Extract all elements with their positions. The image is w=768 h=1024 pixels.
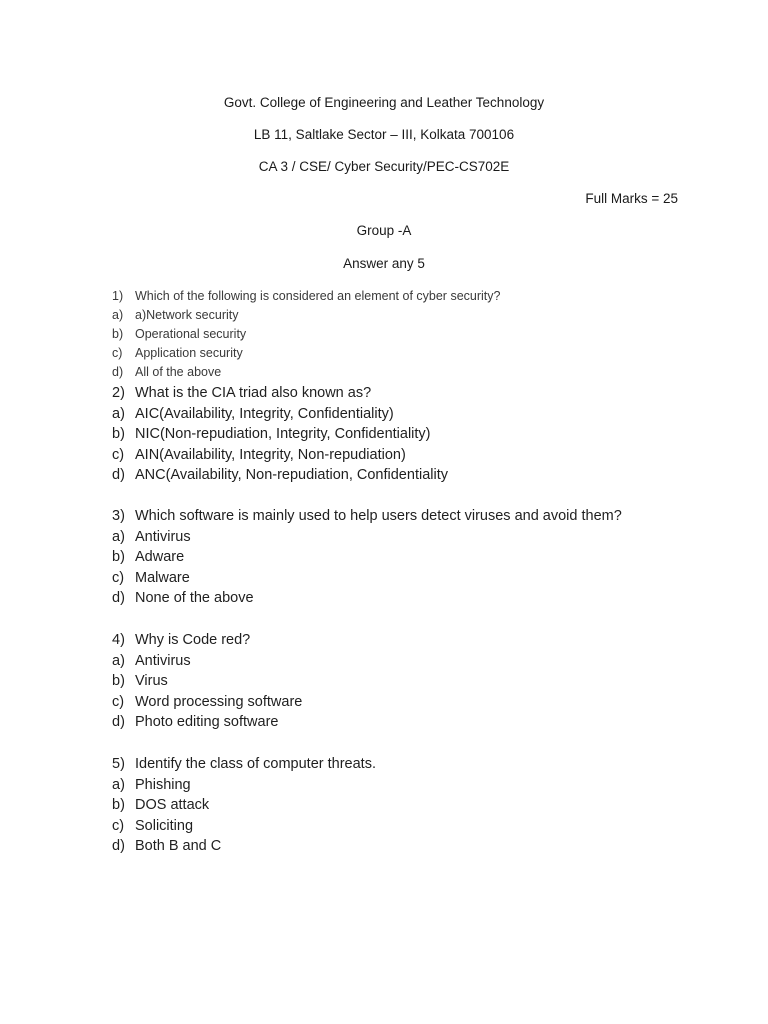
question-number: 4) [112, 632, 125, 648]
option-row [112, 692, 712, 713]
question-text: Identify the class of computer threats. [135, 756, 376, 772]
option-label: b) [112, 549, 125, 566]
option-label: b) [112, 797, 125, 814]
option-row [112, 671, 712, 692]
question-5 [112, 754, 712, 857]
question-text: Why is Code red? [135, 632, 251, 648]
option-text: Photo editing software [135, 714, 279, 731]
option-text: All of the above [135, 365, 222, 379]
option-row [112, 306, 712, 325]
question-row [112, 506, 712, 527]
option-text: Word processing software [135, 693, 303, 710]
question-number: 1) [112, 289, 124, 303]
option-label: b) [112, 673, 125, 690]
option-text: Malware [135, 569, 190, 586]
question-text: Which software is mainly used to help users detect viruses and avoid them? [135, 508, 622, 524]
option-text: DOS attack [135, 797, 210, 814]
option-row [112, 712, 712, 733]
option-row [112, 588, 712, 609]
question-3 [112, 506, 712, 609]
option-text: Operational security [135, 327, 247, 341]
option-row [112, 404, 712, 425]
option-row [112, 795, 712, 816]
option-label: d) [112, 714, 125, 731]
option-row [112, 325, 712, 344]
option-text: AIN(Availability, Integrity, Non-repudiation) [135, 446, 406, 463]
question-2 [112, 383, 712, 486]
option-label: d) [112, 365, 124, 379]
option-label: b) [112, 426, 125, 443]
option-row [112, 527, 712, 548]
option-label: c) [112, 693, 125, 710]
option-label: d) [112, 467, 125, 484]
question-number: 2) [112, 385, 125, 401]
option-label: a) [112, 528, 125, 545]
option-text: Both B and C [135, 838, 222, 855]
option-row [112, 465, 712, 486]
option-label: d) [112, 590, 125, 607]
option-row [112, 568, 712, 589]
option-row [112, 775, 712, 796]
course-code: CA 3 / CSE/ Cyber Security/PEC-CS702E [258, 159, 510, 174]
instruction: Answer any 5 [343, 256, 425, 271]
question-text: What is the CIA triad also known as? [135, 385, 372, 401]
option-label: a) [112, 308, 124, 322]
question-4 [112, 630, 712, 733]
option-label: c) [112, 446, 125, 463]
question-number: 3) [112, 508, 125, 524]
option-text: Virus [135, 673, 168, 690]
option-text: Soliciting [135, 817, 194, 834]
question-row [112, 630, 712, 651]
option-label: a) [112, 652, 125, 669]
group-heading: Group -A [356, 223, 412, 238]
option-label: a) [112, 405, 125, 422]
option-row [112, 445, 712, 466]
option-text: NIC(Non-repudiation, Integrity, Confidentiality) [135, 426, 431, 443]
option-label: b) [112, 327, 124, 341]
option-text: Adware [135, 549, 185, 566]
option-row [112, 424, 712, 445]
option-text: Phishing [135, 776, 191, 793]
question-row [112, 287, 712, 306]
option-label: c) [112, 569, 125, 586]
full-marks: Full Marks = 25 [585, 191, 678, 206]
college-name: Govt. College of Engineering and Leather Technology [223, 95, 545, 110]
question-row [112, 383, 712, 404]
option-text: Antivirus [135, 652, 191, 669]
question-row [112, 754, 712, 775]
option-row [112, 651, 712, 672]
option-text: Antivirus [135, 528, 191, 545]
option-text: AIC(Availability, Integrity, Confidentiality) [135, 405, 394, 422]
option-text: ANC(Availability, Non-repudiation, Confidentiality [135, 467, 448, 484]
option-label: d) [112, 838, 125, 855]
question-text: Which of the following is considered an element of cyber security? [135, 289, 501, 303]
option-text: None of the above [135, 590, 254, 607]
option-row [112, 816, 712, 837]
option-text: a)Network security [135, 308, 239, 322]
option-label: a) [112, 776, 125, 793]
option-row [112, 836, 712, 857]
college-address: LB 11, Saltlake Sector – III, Kolkata 700106 [253, 127, 515, 142]
option-row [112, 363, 712, 382]
option-label: c) [112, 346, 123, 360]
option-row [112, 547, 712, 568]
option-label: c) [112, 817, 125, 834]
question-1 [112, 287, 712, 382]
question-number: 5) [112, 756, 125, 772]
option-text: Application security [135, 346, 243, 360]
option-row [112, 344, 712, 363]
